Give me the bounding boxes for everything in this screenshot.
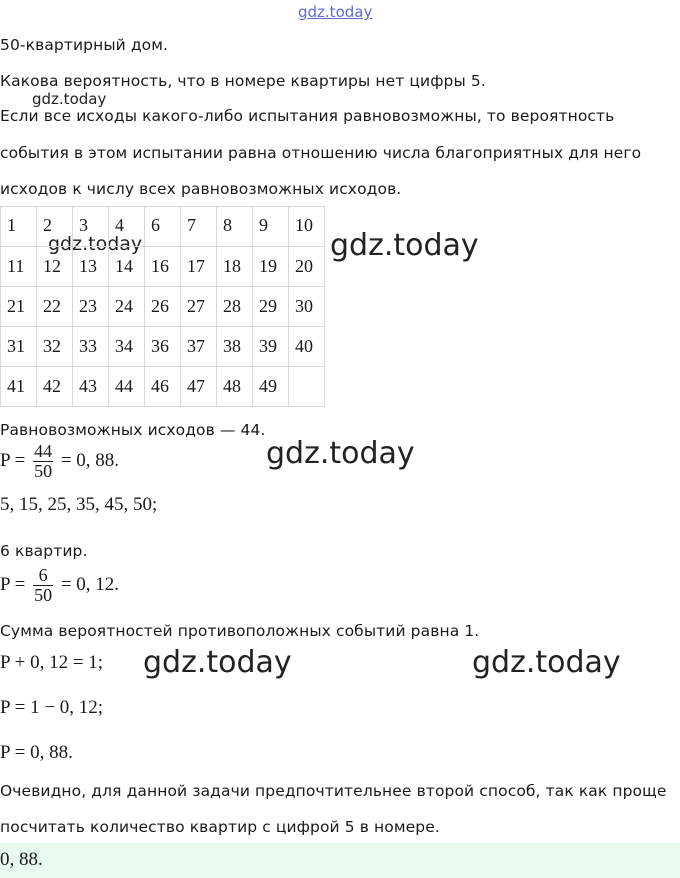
answer-value: 0, 88.: [0, 849, 43, 870]
table-cell: 8: [217, 207, 253, 247]
table-cell: 47: [181, 367, 217, 407]
formula1-fraction: [33, 442, 53, 481]
table-row: [1, 207, 325, 247]
table-cell: 34: [109, 327, 145, 367]
line-six-apartments: 6 квартир.: [0, 542, 88, 560]
table-cell: 33: [73, 327, 109, 367]
formula2-denominator: 50: [34, 584, 53, 605]
table-cell: 2: [37, 207, 73, 247]
watermark-top: gdz.today: [298, 3, 373, 21]
formula1-lhs: P =: [0, 449, 26, 471]
formula2-fraction: [33, 566, 53, 605]
table-cell: 44: [109, 367, 145, 407]
formula-probability-2: [0, 566, 119, 605]
formula-probability-1: [0, 442, 119, 481]
table-cell: 24: [109, 287, 145, 327]
table-cell: 14: [109, 247, 145, 287]
table-cell: [289, 367, 325, 407]
table-cell: 13: [73, 247, 109, 287]
table-cell: 6: [145, 207, 181, 247]
answer-box: [0, 843, 680, 878]
watermark-large-4: gdz.today: [472, 645, 621, 680]
line-conclusion-2: посчитать количество квартир с цифрой 5 в номере.: [0, 818, 440, 836]
line-definition-1: Если все исходы какого-либо испытания равновозможны, то вероятность: [0, 107, 615, 125]
table-row: [1, 367, 325, 407]
table-cell: 16: [145, 247, 181, 287]
apartments-table: [0, 206, 325, 407]
table-cell: 46: [145, 367, 181, 407]
table-cell: 28: [217, 287, 253, 327]
line-definition-2: события в этом испытании равна отношению числа благоприятных для него: [0, 144, 642, 162]
table-cell: 43: [73, 367, 109, 407]
table-cell: 17: [181, 247, 217, 287]
watermark-table: gdz.today: [48, 233, 143, 255]
table-cell: 30: [289, 287, 325, 327]
table-cell: 42: [37, 367, 73, 407]
line-equation-1: P + 0, 12 = 1;: [0, 652, 104, 673]
line-definition-3: исходов к числу всех равновозможных исходов.: [0, 180, 402, 198]
line-equation-2: P = 1 − 0, 12;: [0, 697, 104, 718]
line-question: Какова вероятность, что в номере квартиры нет цифры 5.: [0, 72, 486, 90]
line-opposite-events: Сумма вероятностей противоположных событий равна 1.: [0, 622, 480, 640]
table-cell: 7: [181, 207, 217, 247]
table-row: [1, 247, 325, 287]
table-cell: 19: [253, 247, 289, 287]
table-cell: 3: [73, 207, 109, 247]
watermark-small: gdz.today: [32, 90, 107, 108]
watermark-large-3: gdz.today: [143, 645, 292, 680]
formula1-rhs: = 0, 88.: [60, 449, 120, 471]
formula2-numerator: 6: [38, 565, 48, 585]
table-cell: 21: [1, 287, 37, 327]
table-cell: 12: [37, 247, 73, 287]
table-cell: 9: [253, 207, 289, 247]
table-cell: 4: [109, 207, 145, 247]
table-cell: 41: [1, 367, 37, 407]
table-cell: 31: [1, 327, 37, 367]
watermark-large-2: gdz.today: [266, 436, 415, 471]
line-problem-statement: 50-квартирный дом.: [0, 36, 169, 54]
table-row: [1, 327, 325, 367]
table-cell: 20: [289, 247, 325, 287]
table-cell: 32: [37, 327, 73, 367]
table-cell: 39: [253, 327, 289, 367]
formula1-denominator: 50: [34, 460, 53, 481]
table-cell: 48: [217, 367, 253, 407]
formula2-lhs: P =: [0, 573, 26, 595]
table-cell: 10: [289, 207, 325, 247]
table-cell: 49: [253, 367, 289, 407]
formula1-numerator: 44: [34, 441, 53, 461]
table-cell: 22: [37, 287, 73, 327]
line-outcomes-count: Равновозможных исходов — 44.: [0, 421, 266, 439]
line-conclusion-1: Очевидно, для данной задачи предпочтительнее второй способ, так как проще: [0, 782, 667, 800]
table-cell: 38: [217, 327, 253, 367]
table-cell: 27: [181, 287, 217, 327]
table-cell: 40: [289, 327, 325, 367]
table-cell: 23: [73, 287, 109, 327]
table-cell: 37: [181, 327, 217, 367]
formula2-rhs: = 0, 12.: [60, 573, 120, 595]
table-cell: 1: [1, 207, 37, 247]
watermark-large-1: gdz.today: [330, 228, 479, 263]
table-row: [1, 287, 325, 327]
table-cell: 36: [145, 327, 181, 367]
line-numbers-with-five: 5, 15, 25, 35, 45, 50;: [0, 494, 158, 515]
table-cell: 18: [217, 247, 253, 287]
line-equation-3: P = 0, 88.: [0, 742, 73, 763]
table-cell: 29: [253, 287, 289, 327]
table-cell: 11: [1, 247, 37, 287]
table-cell: 26: [145, 287, 181, 327]
